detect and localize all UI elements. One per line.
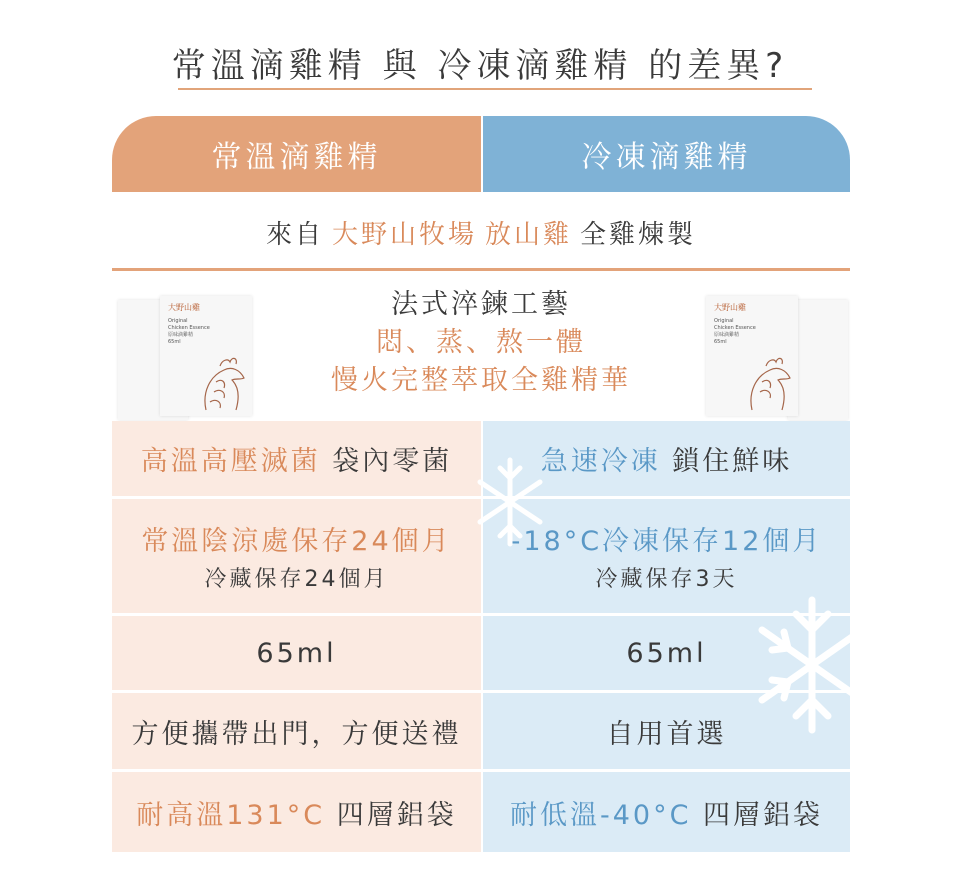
cell-text: 鎖住鮮味: [672, 446, 793, 477]
craft-line-2: 悶、蒸、熬一體: [376, 327, 586, 358]
origin-banner: [112, 196, 850, 268]
cell-highlight: 高溫高壓滅菌: [140, 446, 321, 477]
package-label: Original Chicken Essence 原味滴雞精 65ml: [168, 318, 210, 345]
row-volume-left: [112, 616, 481, 690]
package-brand: 大野山雞: [168, 303, 200, 312]
craft-line-1: 法式淬鍊工藝: [391, 289, 571, 320]
craft-section: [112, 278, 850, 418]
row-usage-left: [112, 693, 481, 769]
snowflake-icon: [474, 452, 546, 552]
cell-main-text: -18°C冷凍保存12個月: [510, 526, 823, 557]
origin-prefix: 來自: [265, 219, 324, 250]
cell-main-text: 方便攜帶出門，方便送禮: [131, 718, 462, 750]
cell-highlight: 耐高溫131°C: [136, 799, 326, 831]
origin-divider: [112, 268, 850, 271]
title-underline: [178, 88, 812, 90]
craft-text: [112, 286, 850, 400]
package-brand: 大野山雞: [714, 303, 746, 312]
cell-text: 四層鋁袋: [703, 799, 824, 831]
header-room-temp: 常溫滴雞精: [112, 116, 481, 192]
package-label: Original Chicken Essence 原味滴雞精 65ml: [714, 318, 756, 345]
row-packaging-right: [483, 772, 850, 852]
row-sterilization-left: [112, 421, 481, 496]
cell-text: 四層鋁袋: [336, 799, 457, 831]
cell-highlight: 耐低溫-40°C: [509, 799, 692, 831]
row-storage-left: [112, 499, 481, 613]
header-frozen: 冷凍滴雞精: [483, 116, 850, 192]
origin-suffix: 全雞煉製: [580, 219, 697, 250]
cell-highlight: 急速冷凍: [540, 446, 661, 477]
cell-main-text: 65ml: [626, 637, 707, 669]
cell-sub-text: 冷藏保存24個月: [204, 567, 389, 592]
page-title: 常溫滴雞精 與 冷凍滴雞精 的差異?: [171, 46, 789, 86]
snowflake-icon: [752, 590, 852, 740]
cell-main-text: 65ml: [256, 637, 337, 669]
cell-main-text: 常溫陰涼處保存24個月: [141, 526, 452, 557]
cell-sub-text: 冷藏保存3天: [595, 567, 738, 592]
craft-line-3: 慢火完整萃取全雞精華: [331, 365, 631, 396]
origin-chicken: 放山雞: [485, 219, 573, 250]
cell-text: 袋內零菌: [332, 446, 453, 477]
row-packaging-left: [112, 772, 481, 852]
origin-farm: 大野山牧場: [331, 219, 477, 250]
cell-main-text: 自用首選: [606, 718, 727, 750]
